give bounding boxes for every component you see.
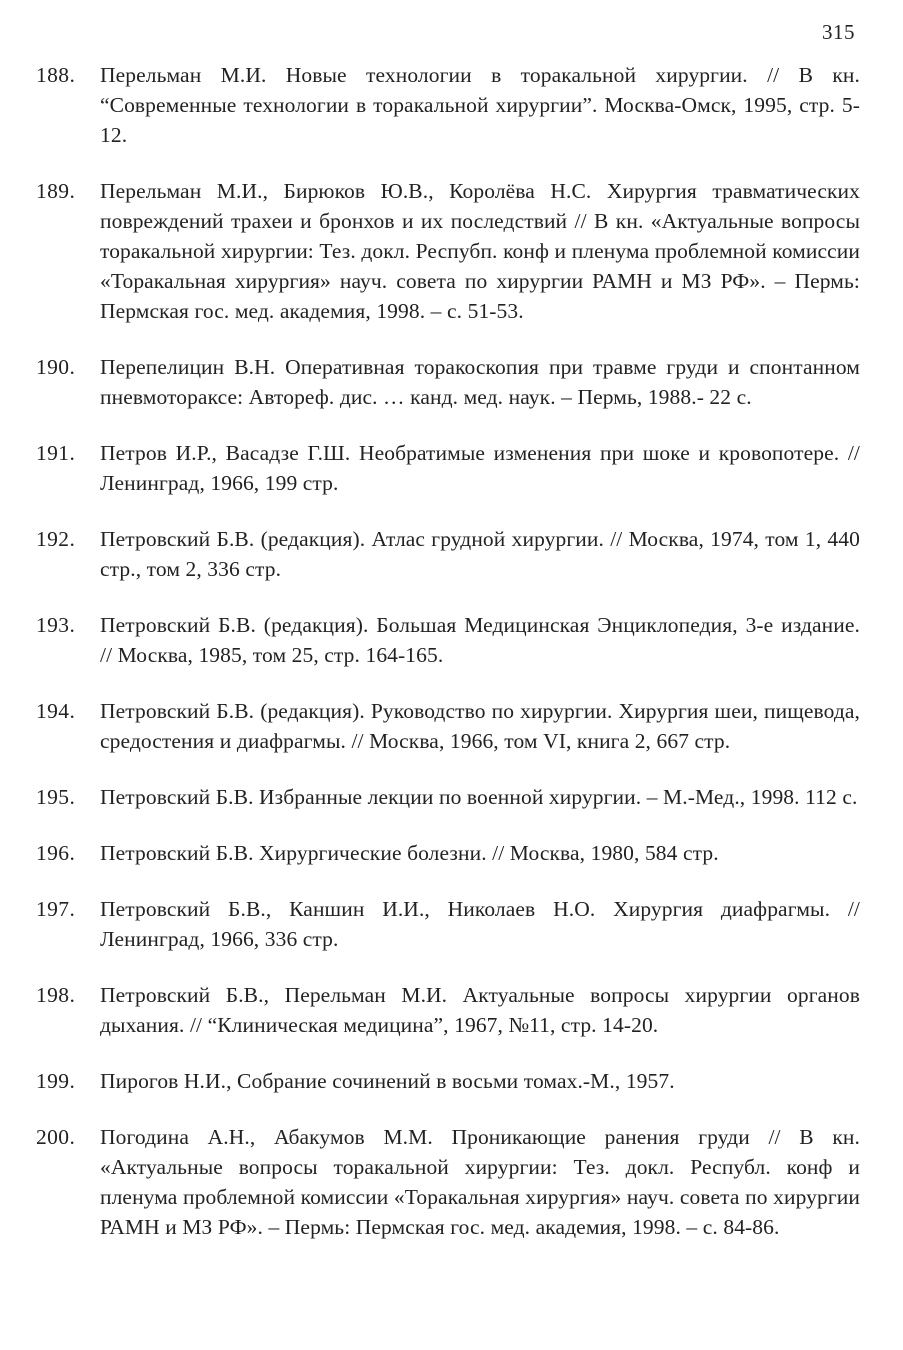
page-number: 315 (822, 20, 855, 44)
reference-number: 194. (36, 699, 76, 723)
reference-text: Петровский Б.В., Каншин И.И., Николаев Н.О. Хирургия диафрагмы. // Ленинград, 1966, 336 стр. (100, 897, 860, 951)
reference-item-200 (36, 1122, 860, 1242)
reference-number: 193. (36, 613, 76, 637)
reference-text: Перельман М.И., Бирюков Ю.В., Королёва Н.С. Хирургия травматических повреждений трахеи и бронхов и их последствий // В кн. «Актуальные вопросы торакальной хирургии: Тез. докл. Респубп. конф и пленума проблемной комиссии «Торакальная хирургия» науч. совета по хирургии РАМН и МЗ РФ». – Пермь: Пермская гос. мед. академия, 1998. – с. 51-53. (100, 179, 860, 323)
reference-item-195 (36, 782, 860, 812)
reference-number: 200. (36, 1125, 76, 1149)
reference-number: 198. (36, 983, 76, 1007)
reference-item-198 (36, 980, 860, 1040)
reference-item-193 (36, 610, 860, 670)
reference-number: 192. (36, 527, 76, 551)
reference-number: 191. (36, 441, 76, 465)
reference-item-188 (36, 60, 860, 150)
reference-text: Погодина А.Н., Абакумов М.М. Проникающие ранения груди // В кн. «Актуальные вопросы торакальной хирургии: Тез. докл. Республ. конф и пленума проблемной комиссии «Торакальная хирургия» науч. совета по хирургии РАМН и МЗ РФ». – Пермь: Пермская гос. мед. академия, 1998. – с. 84-86. (100, 1125, 860, 1239)
reference-number: 195. (36, 785, 76, 809)
reference-text: Перепелицин В.Н. Оперативная торакоскопия при травме груди и спонтанном пневмотораксе: Автореф. дис. … канд. мед. наук. – Пермь, 1988.- 22 с. (100, 355, 860, 409)
reference-item-192 (36, 524, 860, 584)
reference-text: Петровский Б.В. (редакция). Руководство по хирургии. Хирургия шеи, пищевода, средостения и диафрагмы. // Москва, 1966, том VI, книга 2, 667 стр. (100, 699, 860, 753)
reference-number: 199. (36, 1069, 76, 1093)
reference-text: Петровский Б.В. Хирургические болезни. // Москва, 1980, 584 стр. (100, 841, 719, 865)
reference-text: Петровский Б.В., Перельман М.И. Актуальные вопросы хирургии органов дыхания. // “Клиническая медицина”, 1967, №11, стр. 14-20. (100, 983, 860, 1037)
reference-number: 197. (36, 897, 76, 921)
reference-list (36, 60, 860, 1268)
reference-text: Петровский Б.В. (редакция). Атлас грудной хирургии. // Москва, 1974, том 1, 440 стр., том 2, 336 стр. (100, 527, 860, 581)
reference-number: 196. (36, 841, 76, 865)
reference-item-191 (36, 438, 860, 498)
reference-number: 189. (36, 179, 76, 203)
reference-text: Петровский Б.В. (редакция). Большая Медицинская Энциклопедия, 3-е издание. // Москва, 1985, том 25, стр. 164-165. (100, 613, 860, 667)
reference-number: 188. (36, 63, 76, 87)
reference-item-196 (36, 838, 860, 868)
reference-item-194 (36, 696, 860, 756)
reference-text: Петров И.Р., Васадзе Г.Ш. Необратимые изменения при шоке и кровопотере. // Ленинград, 1966, 199 стр. (100, 441, 860, 495)
reference-number: 190. (36, 355, 76, 379)
reference-item-199 (36, 1066, 860, 1096)
reference-text: Перельман М.И. Новые технологии в торакальной хирургии. // В кн. “Современные технологии в торакальной хирургии”. Москва-Омск, 1995, стр. 5-12. (100, 63, 860, 147)
reference-item-190 (36, 352, 860, 412)
reference-item-197 (36, 894, 860, 954)
reference-text: Пирогов Н.И., Собрание сочинений в восьми томах.-М., 1957. (100, 1069, 675, 1093)
reference-text: Петровский Б.В. Избранные лекции по военной хирургии. – М.-Мед., 1998. 112 с. (100, 785, 858, 809)
reference-item-189 (36, 176, 860, 326)
